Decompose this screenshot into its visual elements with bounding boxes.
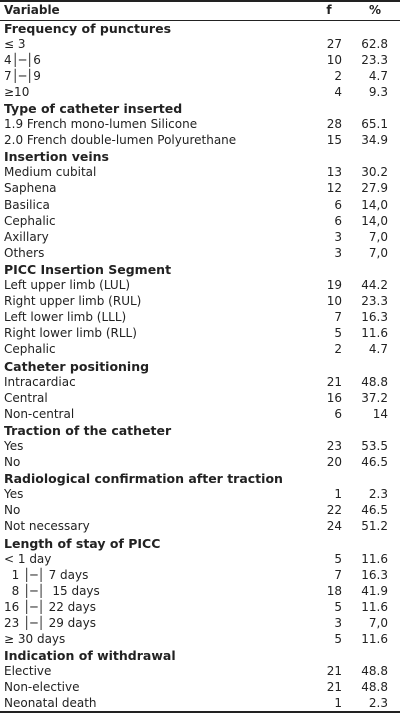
- row-percent: 11.6: [361, 599, 388, 614]
- table-row: [0, 599, 400, 615]
- row-label: No: [4, 503, 21, 518]
- row-frequency: 6: [334, 406, 342, 421]
- table-row: [0, 165, 400, 181]
- row-frequency: 5: [334, 551, 342, 566]
- row-label: 1 │─│ 7 days: [4, 567, 89, 582]
- table-row: [0, 326, 400, 342]
- row-frequency: 23: [326, 438, 342, 453]
- row-frequency: 10: [326, 294, 342, 309]
- row-percent: 7,0: [368, 245, 388, 260]
- row-label: ≥ 30 days: [4, 632, 66, 647]
- row-frequency: 7: [334, 310, 342, 325]
- row-frequency: 15: [326, 133, 342, 148]
- row-label: Right upper limb (RUL): [4, 294, 142, 309]
- row-percent: 51.2: [361, 519, 388, 534]
- row-label: Cephalic: [4, 342, 56, 357]
- row-label: 4│─│6: [4, 52, 41, 67]
- table-row: [0, 632, 400, 648]
- row-percent: 9.3: [368, 84, 388, 99]
- table-row: [0, 551, 400, 567]
- row-label: Yes: [4, 438, 24, 453]
- row-label: 7│─│9: [4, 68, 41, 83]
- row-percent: 48.8: [361, 664, 388, 679]
- row-frequency: 27: [326, 36, 342, 51]
- row-label: Axillary: [4, 229, 49, 244]
- row-frequency: 12: [326, 181, 342, 196]
- row-frequency: 21: [326, 680, 342, 695]
- row-percent: 14,0: [361, 213, 388, 228]
- row-percent: 65.1: [361, 117, 388, 132]
- row-frequency: 1: [308, 696, 350, 712]
- row-label: Left upper limb (LUL): [4, 278, 131, 293]
- section-header-row: [0, 20, 400, 36]
- row-percent: 34.9: [361, 133, 388, 148]
- row-percent: 2.3: [368, 487, 388, 502]
- row-percent: 23.3: [361, 52, 388, 67]
- row-frequency: 16: [326, 390, 342, 405]
- table-row: [0, 245, 400, 261]
- section-title: Catheter positioning: [4, 358, 150, 374]
- section-header-row: [0, 358, 400, 374]
- row-percent: 48.8: [361, 374, 388, 389]
- section-header-row: [0, 100, 400, 116]
- row-frequency: 21: [326, 374, 342, 389]
- row-frequency: 28: [326, 117, 342, 132]
- row-label: ≥10: [4, 84, 30, 99]
- row-label: Neonatal death: [0, 696, 308, 712]
- row-label: Saphena: [4, 181, 57, 196]
- row-percent: 23.3: [361, 294, 388, 309]
- table-row: [0, 294, 400, 310]
- table-row: [0, 374, 400, 390]
- row-frequency: 3: [334, 616, 342, 631]
- row-label: < 1 day: [4, 551, 52, 566]
- row-frequency: 21: [326, 664, 342, 679]
- row-label: Yes: [4, 487, 24, 502]
- row-label: Basilica: [4, 197, 50, 212]
- header-row: [0, 1, 400, 20]
- table-body: [0, 20, 400, 712]
- row-label: 1.9 French mono-lumen Silicone: [4, 117, 198, 132]
- row-label: Cephalic: [4, 213, 56, 228]
- table-row: [0, 278, 400, 294]
- section-title: Type of catheter inserted: [4, 101, 183, 117]
- row-percent: 11.6: [361, 551, 388, 566]
- row-percent: 16.3: [361, 310, 388, 325]
- table-row: [0, 133, 400, 149]
- row-percent: 7,0: [368, 229, 388, 244]
- table-row: [0, 615, 400, 631]
- table-row: [0, 390, 400, 406]
- table-row: [0, 406, 400, 422]
- section-title: Radiological confirmation after traction: [4, 471, 283, 487]
- header-variable: Variable: [0, 1, 308, 20]
- table-row: [0, 229, 400, 245]
- row-percent: 27.9: [361, 181, 388, 196]
- row-label: Intracardiac: [4, 374, 76, 389]
- row-percent: 11.6: [361, 632, 388, 647]
- header-percent: %: [350, 1, 400, 20]
- row-label: Others: [4, 245, 45, 260]
- row-percent: 41.9: [361, 583, 388, 598]
- row-percent: 48.8: [361, 680, 388, 695]
- section-header-row: [0, 422, 400, 438]
- table-row: [0, 696, 400, 712]
- row-percent: 37.2: [361, 390, 388, 405]
- row-frequency: 10: [326, 52, 342, 67]
- row-frequency: 6: [334, 197, 342, 212]
- row-frequency: 6: [334, 213, 342, 228]
- row-label: Medium cubital: [4, 165, 97, 180]
- row-percent: 11.6: [361, 326, 388, 341]
- row-percent: 4.7: [368, 342, 388, 357]
- table-row: [0, 487, 400, 503]
- row-frequency: 5: [334, 632, 342, 647]
- table-row: [0, 680, 400, 696]
- row-frequency: 22: [326, 503, 342, 518]
- row-percent: 53.5: [361, 438, 388, 453]
- row-label: 23 │─│ 29 days: [4, 616, 96, 631]
- table-row: [0, 181, 400, 197]
- table-row: [0, 84, 400, 100]
- table-row: [0, 519, 400, 535]
- row-label: Not necessary: [4, 519, 90, 534]
- section-header-row: [0, 261, 400, 277]
- table-row: [0, 342, 400, 358]
- row-label: Non-central: [4, 406, 75, 421]
- row-frequency: 3: [334, 245, 342, 260]
- table-row: [0, 117, 400, 133]
- header-frequency: f: [308, 1, 350, 20]
- section-header-row: [0, 149, 400, 165]
- row-percent: 7,0: [368, 616, 388, 631]
- section-title: Traction of the catheter: [4, 422, 172, 438]
- table-row: [0, 36, 400, 52]
- row-label: Non-elective: [4, 680, 80, 695]
- row-label: ≤ 3: [4, 36, 26, 51]
- table-row: [0, 455, 400, 471]
- section-title: Insertion veins: [4, 149, 109, 165]
- row-percent: 46.5: [361, 455, 388, 470]
- row-percent: 44.2: [361, 278, 388, 293]
- section-header-row: [0, 471, 400, 487]
- row-frequency: 1: [334, 487, 342, 502]
- table-row: [0, 68, 400, 84]
- row-frequency: 24: [326, 519, 342, 534]
- section-title: PICC Insertion Segment: [4, 261, 172, 277]
- row-frequency: 7: [334, 567, 342, 582]
- table-row: [0, 310, 400, 326]
- table-row: [0, 664, 400, 680]
- row-frequency: 4: [334, 84, 342, 99]
- row-label: Elective: [4, 664, 52, 679]
- row-label: 8 │─│ 15 days: [4, 583, 100, 598]
- row-percent: 30.2: [361, 165, 388, 180]
- row-frequency: 18: [326, 583, 342, 598]
- section-header-row: [0, 648, 400, 664]
- row-frequency: 5: [334, 326, 342, 341]
- row-frequency: 3: [334, 229, 342, 244]
- section-title: Length of stay of PICC: [4, 535, 161, 551]
- table-row: [0, 197, 400, 213]
- row-frequency: 5: [334, 599, 342, 614]
- row-percent: 2.3: [350, 696, 400, 712]
- section-title: Frequency of punctures: [4, 20, 172, 36]
- row-frequency: 19: [326, 278, 342, 293]
- table-row: [0, 583, 400, 599]
- row-frequency: 2: [334, 68, 342, 83]
- table-row: [0, 567, 400, 583]
- row-frequency: 13: [326, 165, 342, 180]
- row-percent: 16.3: [361, 567, 388, 582]
- row-percent: 14: [372, 406, 388, 421]
- section-title: Indication of withdrawal: [4, 648, 176, 664]
- row-label: No: [4, 455, 21, 470]
- table-row: [0, 213, 400, 229]
- table-row: [0, 503, 400, 519]
- row-frequency: 20: [326, 455, 342, 470]
- row-label: 2.0 French double-lumen Polyurethane: [4, 133, 237, 148]
- section-header-row: [0, 535, 400, 551]
- row-label: Right lower limb (RLL): [4, 326, 137, 341]
- row-percent: 62.8: [361, 36, 388, 51]
- row-label: Central: [4, 390, 48, 405]
- row-percent: 4.7: [368, 68, 388, 83]
- row-percent: 14,0: [361, 197, 388, 212]
- table-row: [0, 52, 400, 68]
- table-row: [0, 438, 400, 454]
- row-frequency: 2: [334, 342, 342, 357]
- row-percent: 46.5: [361, 503, 388, 518]
- row-label: 16 │─│ 22 days: [4, 599, 96, 614]
- row-label: Left lower limb (LLL): [4, 310, 127, 325]
